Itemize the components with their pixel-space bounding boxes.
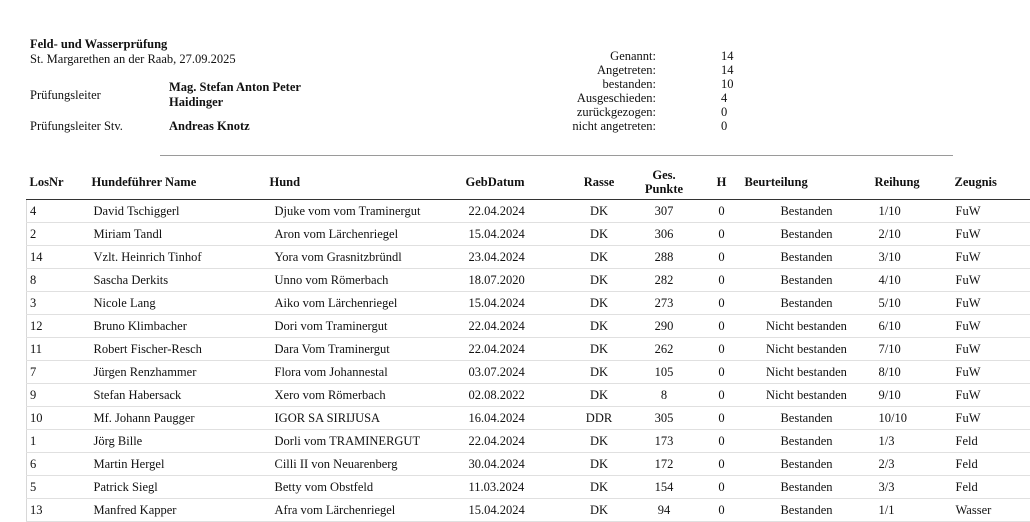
cell-reihung: 1/1 xyxy=(872,499,952,522)
cell-hund: Unno vom Römerbach xyxy=(267,269,462,292)
cell-fuehrer: Sascha Derkits xyxy=(89,269,267,292)
cell-reihung: 5/10 xyxy=(872,292,952,315)
col-rasse: Rasse xyxy=(572,165,627,200)
cell-punkte: 154 xyxy=(627,476,702,499)
cell-punkte: 288 xyxy=(627,246,702,269)
cell-hund: Yora vom Grasnitzbründl xyxy=(267,246,462,269)
cell-punkte: 105 xyxy=(627,361,702,384)
cell-zeugnis: FuW xyxy=(952,292,1030,315)
cell-geb: 22.04.2024 xyxy=(462,338,572,361)
cell-reihung: 6/10 xyxy=(872,315,952,338)
cell-zeugnis: Wasser xyxy=(952,499,1030,522)
cell-punkte: 173 xyxy=(627,430,702,453)
cell-losnr: 1 xyxy=(27,430,89,453)
cell-losnr: 3 xyxy=(27,292,89,315)
cell-beurteilung: Bestanden xyxy=(742,476,872,499)
cell-zeugnis: FuW xyxy=(952,407,1030,430)
cell-rasse: DK xyxy=(572,269,627,292)
col-punkte-line1: Ges. xyxy=(652,168,675,182)
leader-label: Prüfungsleiter xyxy=(30,88,101,103)
cell-beurteilung: Bestanden xyxy=(742,430,872,453)
cell-rasse: DK xyxy=(572,453,627,476)
cell-geb: 18.07.2020 xyxy=(462,269,572,292)
stat-value: 0 xyxy=(721,105,727,119)
cell-h: 0 xyxy=(702,453,742,476)
col-punkte-line2: Punkte xyxy=(645,182,683,196)
cell-geb: 15.04.2024 xyxy=(462,223,572,246)
deputy-label: Prüfungsleiter Stv. xyxy=(30,119,123,134)
cell-beurteilung: Bestanden xyxy=(742,453,872,476)
table-row xyxy=(27,499,1030,522)
exam-title: Feld- und Wasserprüfung xyxy=(30,37,167,52)
cell-h: 0 xyxy=(702,269,742,292)
cell-zeugnis: FuW xyxy=(952,361,1030,384)
cell-rasse: DDR xyxy=(572,407,627,430)
cell-beurteilung: Bestanden xyxy=(742,223,872,246)
cell-zeugnis: Feld xyxy=(952,476,1030,499)
cell-losnr: 14 xyxy=(27,246,89,269)
cell-reihung: 4/10 xyxy=(872,269,952,292)
cell-beurteilung: Nicht bestanden xyxy=(742,361,872,384)
cell-zeugnis: Feld xyxy=(952,430,1030,453)
cell-rasse: DK xyxy=(572,476,627,499)
cell-hund: Cilli II von Neuarenberg xyxy=(267,453,462,476)
cell-losnr: 10 xyxy=(27,407,89,430)
stat-label: Ausgeschieden: xyxy=(526,91,656,105)
cell-punkte: 290 xyxy=(627,315,702,338)
cell-losnr: 12 xyxy=(27,315,89,338)
cell-fuehrer: Jürgen Renzhammer xyxy=(89,361,267,384)
cell-zeugnis: FuW xyxy=(952,246,1030,269)
cell-h: 0 xyxy=(702,315,742,338)
cell-h: 0 xyxy=(702,292,742,315)
cell-fuehrer: Manfred Kapper xyxy=(89,499,267,522)
table-row xyxy=(27,269,1030,292)
cell-h: 0 xyxy=(702,407,742,430)
stat-value: 14 xyxy=(721,63,734,77)
stat-value: 10 xyxy=(721,77,734,91)
table-row xyxy=(27,315,1030,338)
cell-geb: 30.04.2024 xyxy=(462,453,572,476)
cell-fuehrer: Martin Hergel xyxy=(89,453,267,476)
cell-zeugnis: FuW xyxy=(952,384,1030,407)
table-row xyxy=(27,430,1030,453)
cell-reihung: 7/10 xyxy=(872,338,952,361)
cell-h: 0 xyxy=(702,200,742,223)
cell-losnr: 5 xyxy=(27,476,89,499)
cell-geb: 22.04.2024 xyxy=(462,430,572,453)
cell-reihung: 9/10 xyxy=(872,384,952,407)
cell-hund: Dorli vom TRAMINERGUT xyxy=(267,430,462,453)
stat-value: 4 xyxy=(721,91,727,105)
cell-beurteilung: Bestanden xyxy=(742,407,872,430)
cell-geb: 22.04.2024 xyxy=(462,315,572,338)
cell-geb: 03.07.2024 xyxy=(462,361,572,384)
table-row xyxy=(27,407,1030,430)
leader-name-line1: Mag. Stefan Anton Peter xyxy=(169,80,301,95)
cell-reihung: 3/3 xyxy=(872,476,952,499)
cell-fuehrer: Robert Fischer-Resch xyxy=(89,338,267,361)
cell-fuehrer: Stefan Habersack xyxy=(89,384,267,407)
stat-value: 14 xyxy=(721,49,734,63)
cell-punkte: 94 xyxy=(627,499,702,522)
cell-h: 0 xyxy=(702,223,742,246)
table-row xyxy=(27,384,1030,407)
table-row xyxy=(27,476,1030,499)
cell-beurteilung: Nicht bestanden xyxy=(742,315,872,338)
cell-fuehrer: Jörg Bille xyxy=(89,430,267,453)
cell-losnr: 4 xyxy=(27,200,89,223)
cell-punkte: 262 xyxy=(627,338,702,361)
cell-geb: 02.08.2022 xyxy=(462,384,572,407)
cell-punkte: 306 xyxy=(627,223,702,246)
cell-fuehrer: Bruno Klimbacher xyxy=(89,315,267,338)
cell-hund: Flora vom Johannestal xyxy=(267,361,462,384)
table-row xyxy=(27,200,1030,223)
cell-reihung: 8/10 xyxy=(872,361,952,384)
cell-rasse: DK xyxy=(572,200,627,223)
cell-h: 0 xyxy=(702,361,742,384)
cell-beurteilung: Bestanden xyxy=(742,269,872,292)
cell-geb: 11.03.2024 xyxy=(462,476,572,499)
cell-geb: 23.04.2024 xyxy=(462,246,572,269)
cell-h: 0 xyxy=(702,499,742,522)
cell-fuehrer: Patrick Siegl xyxy=(89,476,267,499)
cell-hund: Afra vom Lärchenriegel xyxy=(267,499,462,522)
cell-punkte: 172 xyxy=(627,453,702,476)
table-row xyxy=(27,453,1030,476)
cell-reihung: 1/10 xyxy=(872,200,952,223)
cell-punkte: 8 xyxy=(627,384,702,407)
cell-beurteilung: Bestanden xyxy=(742,499,872,522)
cell-losnr: 2 xyxy=(27,223,89,246)
cell-zeugnis: Feld xyxy=(952,453,1030,476)
cell-geb: 15.04.2024 xyxy=(462,292,572,315)
table-row xyxy=(27,246,1030,269)
cell-hund: Aron vom Lärchenriegel xyxy=(267,223,462,246)
leader-name-line2: Haidinger xyxy=(169,95,223,110)
stat-label: Genannt: xyxy=(526,49,656,63)
cell-zeugnis: FuW xyxy=(952,269,1030,292)
cell-fuehrer: Nicole Lang xyxy=(89,292,267,315)
cell-h: 0 xyxy=(702,338,742,361)
cell-punkte: 273 xyxy=(627,292,702,315)
table-row xyxy=(27,292,1030,315)
cell-fuehrer: Vzlt. Heinrich Tinhof xyxy=(89,246,267,269)
cell-rasse: DK xyxy=(572,338,627,361)
cell-rasse: DK xyxy=(572,223,627,246)
cell-rasse: DK xyxy=(572,430,627,453)
table-header-row xyxy=(27,165,1030,200)
col-reihung: Reihung xyxy=(872,165,952,200)
cell-reihung: 10/10 xyxy=(872,407,952,430)
stat-label: zurückgezogen: xyxy=(526,105,656,119)
cell-punkte: 307 xyxy=(627,200,702,223)
cell-h: 0 xyxy=(702,430,742,453)
cell-h: 0 xyxy=(702,384,742,407)
col-geb: GebDatum xyxy=(462,165,572,200)
col-fuehrer: Hundeführer Name xyxy=(89,165,267,200)
cell-zeugnis: FuW xyxy=(952,223,1030,246)
cell-hund: IGOR SA SIRIJUSA xyxy=(267,407,462,430)
cell-rasse: DK xyxy=(572,292,627,315)
cell-losnr: 6 xyxy=(27,453,89,476)
col-losnr: LosNr xyxy=(27,165,89,200)
cell-losnr: 13 xyxy=(27,499,89,522)
cell-losnr: 11 xyxy=(27,338,89,361)
cell-rasse: DK xyxy=(572,315,627,338)
cell-losnr: 9 xyxy=(27,384,89,407)
cell-hund: Aiko vom Lärchenriegel xyxy=(267,292,462,315)
cell-zeugnis: FuW xyxy=(952,200,1030,223)
col-punkte xyxy=(627,165,702,200)
cell-reihung: 3/10 xyxy=(872,246,952,269)
cell-beurteilung: Bestanden xyxy=(742,200,872,223)
col-zeugnis: Zeugnis xyxy=(952,165,1030,200)
cell-fuehrer: Miriam Tandl xyxy=(89,223,267,246)
cell-rasse: DK xyxy=(572,499,627,522)
cell-h: 0 xyxy=(702,476,742,499)
cell-zeugnis: FuW xyxy=(952,315,1030,338)
cell-beurteilung: Nicht bestanden xyxy=(742,384,872,407)
cell-rasse: DK xyxy=(572,246,627,269)
cell-geb: 22.04.2024 xyxy=(462,200,572,223)
cell-beurteilung: Nicht bestanden xyxy=(742,338,872,361)
cell-hund: Xero vom Römerbach xyxy=(267,384,462,407)
cell-punkte: 282 xyxy=(627,269,702,292)
col-h: H xyxy=(702,165,742,200)
separator-line xyxy=(160,155,953,156)
cell-fuehrer: Mf. Johann Paugger xyxy=(89,407,267,430)
cell-hund: Dara Vom Traminergut xyxy=(267,338,462,361)
cell-hund: Betty vom Obstfeld xyxy=(267,476,462,499)
cell-reihung: 1/3 xyxy=(872,430,952,453)
stat-label: nicht angetreten: xyxy=(526,119,656,133)
col-hund: Hund xyxy=(267,165,462,200)
cell-beurteilung: Bestanden xyxy=(742,246,872,269)
table-row xyxy=(27,223,1030,246)
table-row xyxy=(27,338,1030,361)
cell-zeugnis: FuW xyxy=(952,338,1030,361)
cell-losnr: 8 xyxy=(27,269,89,292)
stat-label: bestanden: xyxy=(526,77,656,91)
cell-rasse: DK xyxy=(572,384,627,407)
stat-value: 0 xyxy=(721,119,727,133)
cell-geb: 16.04.2024 xyxy=(462,407,572,430)
cell-geb: 15.04.2024 xyxy=(462,499,572,522)
cell-losnr: 7 xyxy=(27,361,89,384)
cell-h: 0 xyxy=(702,246,742,269)
deputy-name: Andreas Knotz xyxy=(169,119,250,134)
stat-label: Angetreten: xyxy=(526,63,656,77)
cell-reihung: 2/10 xyxy=(872,223,952,246)
cell-punkte: 305 xyxy=(627,407,702,430)
table-row xyxy=(27,361,1030,384)
col-beurteilung: Beurteilung xyxy=(742,165,872,200)
cell-reihung: 2/3 xyxy=(872,453,952,476)
results-table xyxy=(26,165,1030,522)
exam-location-date: St. Margarethen an der Raab, 27.09.2025 xyxy=(30,52,236,67)
cell-beurteilung: Bestanden xyxy=(742,292,872,315)
cell-rasse: DK xyxy=(572,361,627,384)
cell-hund: Dori vom Traminergut xyxy=(267,315,462,338)
cell-fuehrer: David Tschiggerl xyxy=(89,200,267,223)
cell-hund: Djuke vom vom Traminergut xyxy=(267,200,462,223)
